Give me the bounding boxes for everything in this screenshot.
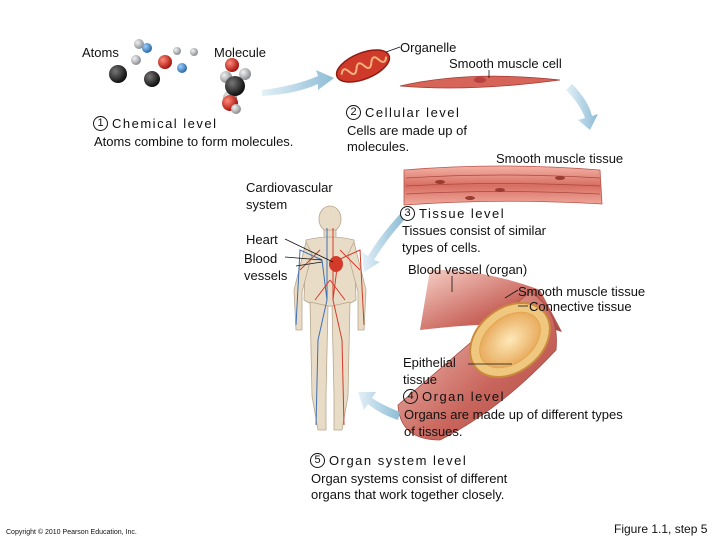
atoms-illustration xyxy=(109,39,198,87)
level-5-title: Organ system level xyxy=(329,453,468,468)
arrow-cell-to-tissue xyxy=(566,84,598,130)
smooth-muscle-tissue-top-label: Smooth muscle tissue xyxy=(496,151,624,166)
level-3-desc-line-2: types of cells. xyxy=(402,240,481,255)
cardiovascular-label-line-1: Cardiovascular xyxy=(246,180,333,195)
cardiovascular-label-line-2: system xyxy=(246,197,288,212)
arrow-molecule-to-organelle xyxy=(262,70,334,96)
level-5-number: 5 xyxy=(310,453,325,468)
level-2-desc-line-1: Cells are made up of xyxy=(347,123,467,138)
atom-blue-2 xyxy=(177,63,187,73)
epithelial-label-line-2: tissue xyxy=(403,372,437,387)
mitochondrion-illustration xyxy=(332,43,394,88)
epithelial-label-line-1: Epithelial xyxy=(403,355,456,370)
level-4-heading xyxy=(403,389,505,404)
level-5-desc-line-1: Organ systems consist of different xyxy=(311,471,508,486)
connective-tissue-label: Connective tissue xyxy=(529,299,632,314)
level-4-title: Organ level xyxy=(422,389,505,404)
smooth-muscle-cell-label: Smooth muscle cell xyxy=(449,56,562,71)
level-1-desc: Atoms combine to form molecules. xyxy=(94,134,294,149)
level-3-number: 3 xyxy=(400,206,415,221)
organelle-leader xyxy=(386,47,400,52)
level-5-desc-line-2: organs that work together closely. xyxy=(311,487,505,502)
heart-label: Heart xyxy=(246,232,278,247)
level-2-number: 2 xyxy=(346,105,361,120)
blood-vessels-label-line-1: Blood xyxy=(244,251,278,266)
human-cardiovascular-figure xyxy=(294,206,366,430)
level-2-title: Cellular level xyxy=(365,105,461,120)
figure-label: Figure 1.1, step 5 xyxy=(614,522,708,536)
atom-blue-1 xyxy=(142,43,152,53)
blood-vessel-organ-label: Blood vessel (organ) xyxy=(408,262,528,277)
arrow-organ-to-system xyxy=(358,392,400,420)
level-2-desc-line-2: molecules. xyxy=(347,139,410,154)
level-3-desc-line-1: Tissues consist of similar xyxy=(402,223,546,238)
atom-black-2 xyxy=(144,71,160,87)
atoms-label: Atoms xyxy=(82,45,119,60)
organelle-label: Organelle xyxy=(400,40,457,55)
atom-gray-3 xyxy=(173,47,181,55)
level-4-number: 4 xyxy=(403,389,418,404)
copyright-notice: Copyright © 2010 Pearson Education, Inc. xyxy=(6,529,137,536)
level-5-heading xyxy=(310,453,467,468)
smooth-muscle-tissue-mid-label: Smooth muscle tissue xyxy=(518,284,646,299)
level-1-heading xyxy=(93,116,218,131)
level-3-heading xyxy=(400,206,505,221)
level-1-title: Chemical level xyxy=(112,116,218,131)
heart-illustration xyxy=(329,256,343,272)
molecule-illustration xyxy=(220,58,251,114)
smooth-muscle-tissue-illustration xyxy=(404,166,602,205)
level-3-title: Tissue level xyxy=(419,206,506,221)
arrow-tissue-to-system xyxy=(362,214,404,272)
molecule-label: Molecule xyxy=(214,45,267,60)
atom-gray-2 xyxy=(131,55,141,65)
level-1-number: 1 xyxy=(93,116,108,131)
atom-black-1 xyxy=(109,65,127,83)
atom-gray-4 xyxy=(190,48,198,56)
level-4-desc-line-2: of tissues. xyxy=(404,424,463,439)
blood-vessels-label-line-2: vessels xyxy=(244,268,288,283)
level-2-heading xyxy=(346,105,460,120)
level-4-desc-line-1: Organs are made up of different types xyxy=(404,407,623,422)
atom-red-1 xyxy=(158,55,172,69)
